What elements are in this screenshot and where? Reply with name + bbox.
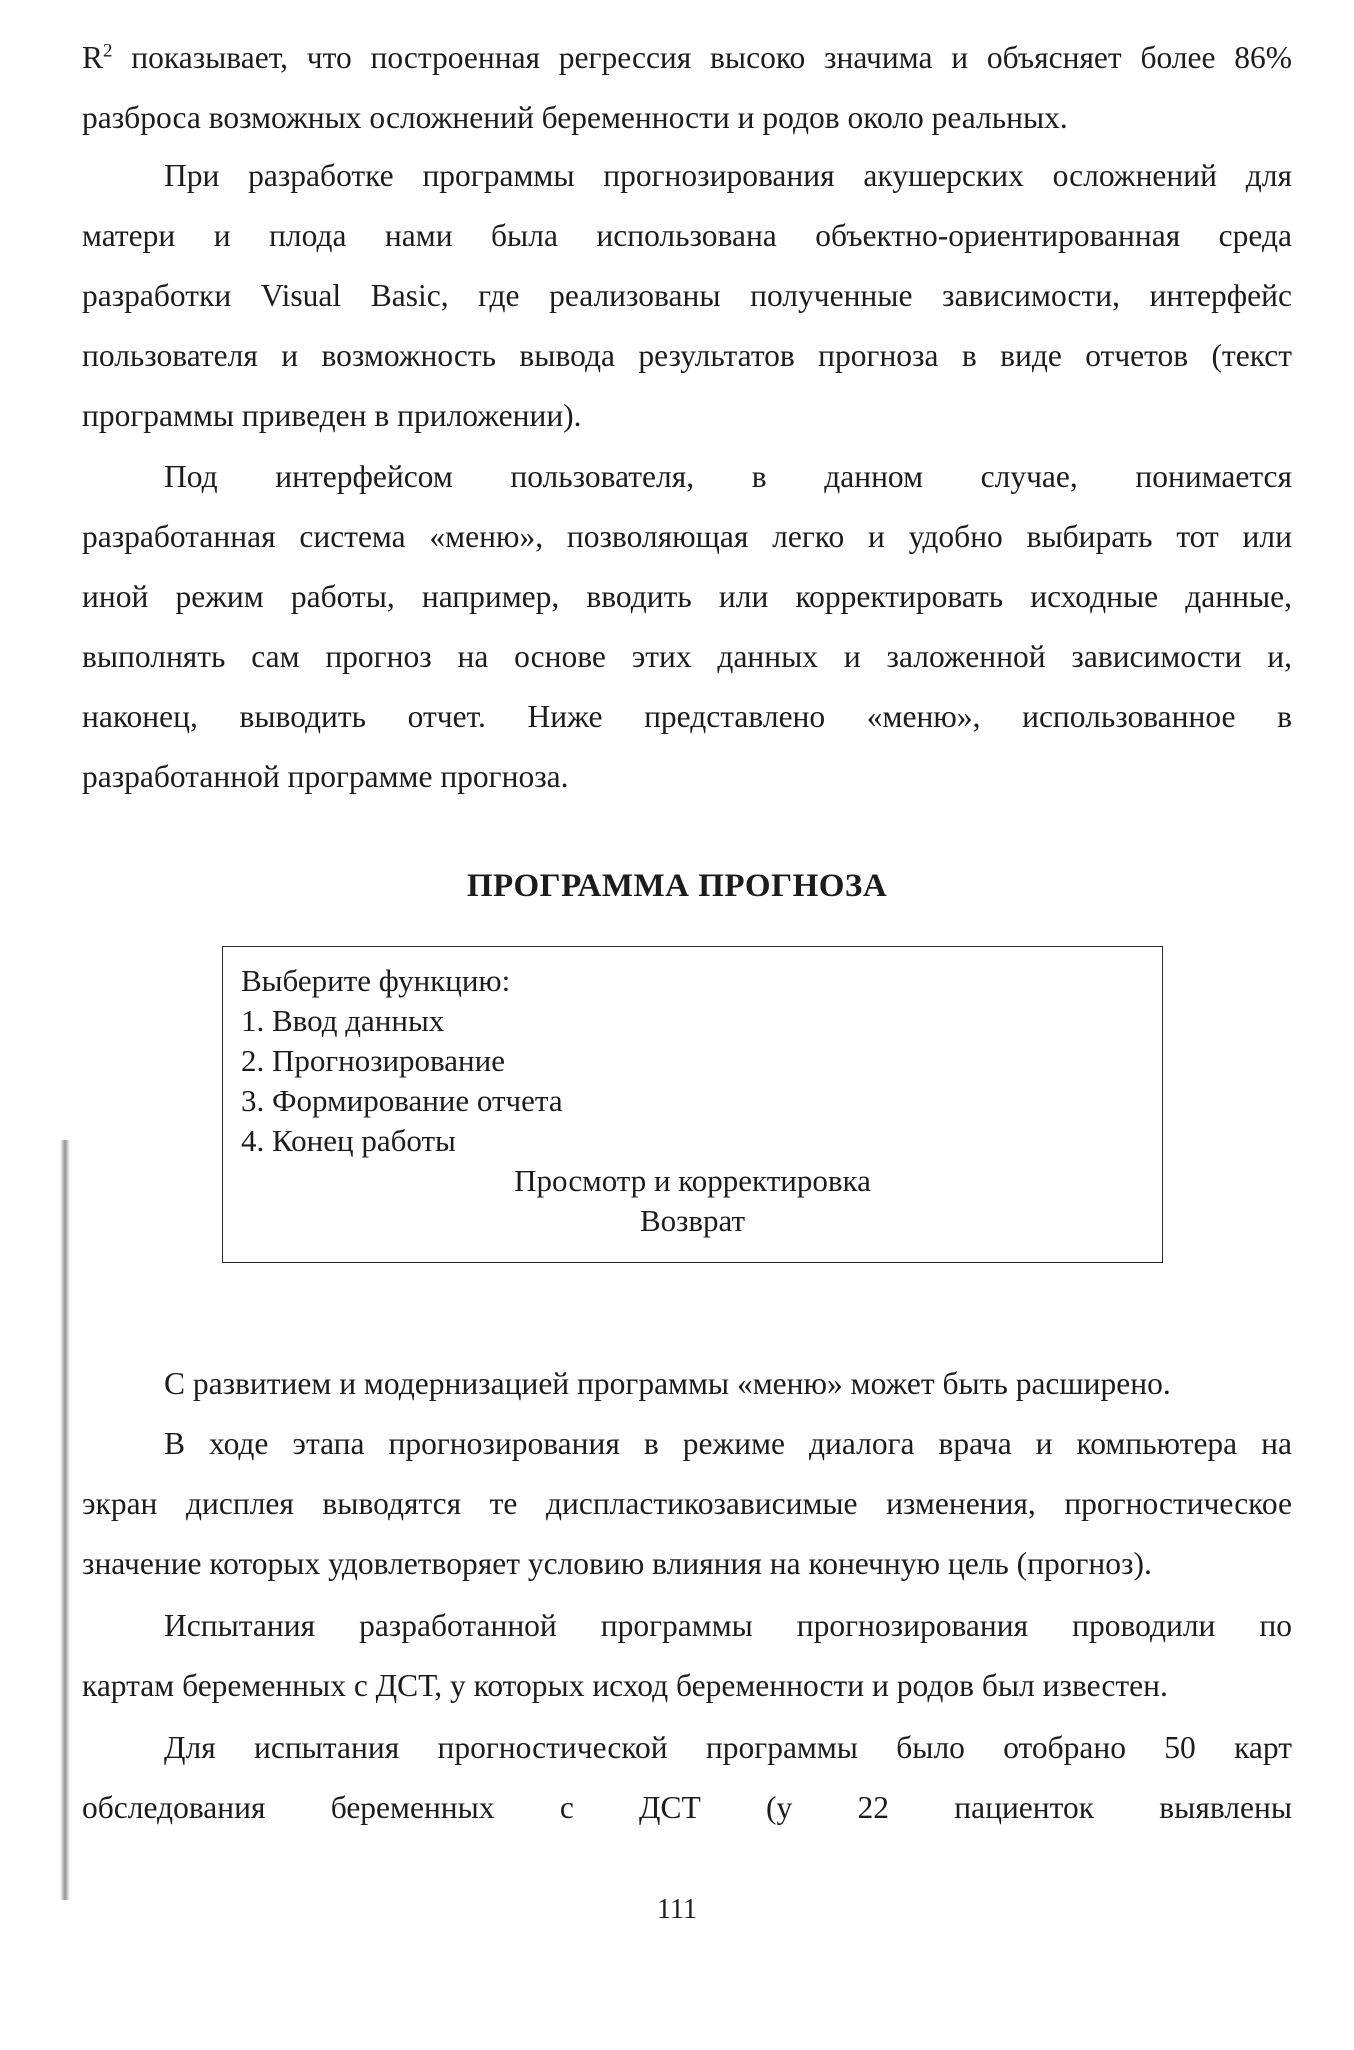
page-number: 111	[657, 1894, 697, 1925]
text-line: разброса возможных осложнений беременности и родов около реальных.	[82, 100, 1068, 135]
paragraph-r2-summary	[82, 28, 1292, 148]
paragraph-selection	[82, 1718, 1292, 1838]
paragraph-menu-expansion	[82, 1354, 1292, 1414]
paragraph-testing	[82, 1596, 1292, 1716]
text-line: программы приведен в приложении).	[82, 398, 582, 433]
menu-item-data-input[interactable]: 1. Ввод данных	[241, 1003, 445, 1038]
menu-item-exit[interactable]: 4. Конец работы	[241, 1123, 456, 1158]
text-line: обследования беременных с ДСТ (у 22 пациенток выявлены	[82, 1790, 1292, 1825]
text-line: Испытания разработанной программы прогнозирования проводили по	[164, 1608, 1292, 1643]
text-line: разработанной программе прогноза.	[82, 759, 569, 794]
text-line: В ходе этапа прогнозирования в режиме диалога врача и компьютера на	[164, 1426, 1292, 1461]
text-line: Для испытания прогностической программы было отобрано 50 карт	[164, 1730, 1292, 1765]
text-line: выполнять сам прогноз на основе этих данных и заложенной зависимости и,	[82, 639, 1292, 674]
paragraph-user-interface	[82, 447, 1292, 807]
menu-item-forecasting[interactable]: 2. Прогнозирование	[241, 1043, 505, 1078]
menu-prompt: Выберите функцию:	[241, 963, 511, 998]
program-menu	[222, 946, 1163, 1263]
superscript: 2	[103, 40, 113, 62]
text-line: иной режим работы, например, вводить или корректировать исходные данные,	[82, 579, 1292, 614]
text-line: С развитием и модернизацией программы «меню» может быть расширено.	[164, 1366, 1171, 1401]
menu-back-option[interactable]: Возврат	[639, 1203, 746, 1238]
menu-item-report[interactable]: 3. Формирование отчета	[241, 1083, 563, 1118]
menu-view-edit-option[interactable]: Просмотр и корректировка	[514, 1163, 871, 1198]
text-line: экран дисплея выводятся те диспластикозависимые изменения, прогностическое	[82, 1486, 1292, 1521]
page-spine-shadow	[60, 1140, 70, 1900]
text-line: разработки Visual Basic, где реализованы полученные зависимости, интерфейс	[82, 278, 1292, 313]
paragraph-program-development	[82, 146, 1292, 446]
text-segment: показывает, что построенная регрессия высоко значима и объясняет более 86%	[131, 40, 1292, 75]
text-line: наконец, выводить отчет. Ниже представлено «меню», использованное в	[82, 699, 1292, 734]
text-line: Под интерфейсом пользователя, в данном случае, понимается	[164, 459, 1292, 494]
text-line: картам беременных с ДСТ, у которых исход беременности и родов был известен.	[82, 1668, 1168, 1703]
text-line: При разработке программы прогнозирования акушерских осложнений для	[164, 158, 1292, 193]
text-line: пользователя и возможность вывода результатов прогноза в виде отчетов (текст	[82, 338, 1292, 373]
text-line: значение которых удовлетворяет условию влияния на конечную цель (прогноз).	[82, 1546, 1152, 1581]
text-line: матери и плода нами была использована объектно-ориентированная среда	[82, 218, 1292, 253]
text-line	[82, 28, 1292, 88]
paragraph-dialog-mode	[82, 1414, 1292, 1594]
menu-heading: ПРОГРАММА ПРОГНОЗА	[466, 868, 888, 904]
r-symbol: R	[82, 40, 104, 75]
text-line: разработанная система «меню», позволяющая легко и удобно выбирать тот или	[82, 519, 1292, 554]
